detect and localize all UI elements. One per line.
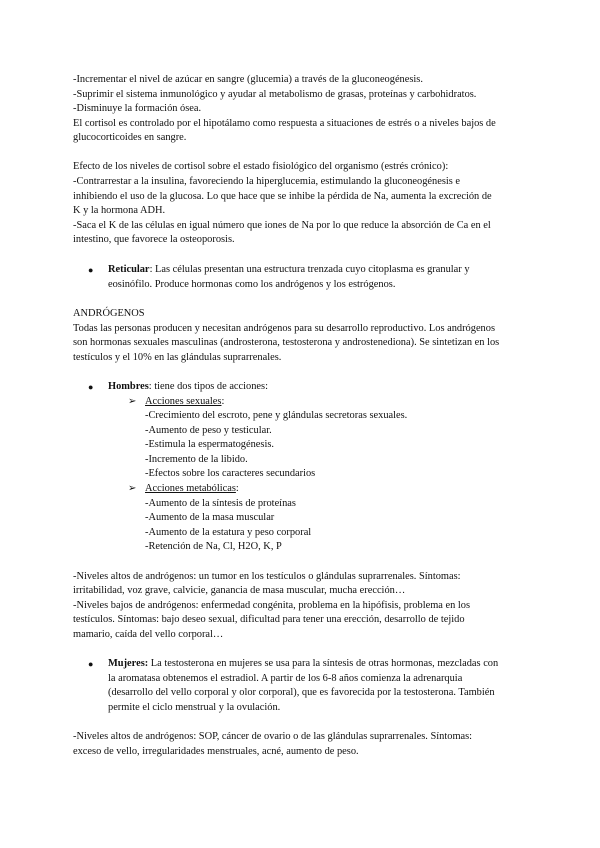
women-line: permite el ciclo menstrual y la ovulación.	[108, 702, 281, 713]
reticular-line: eosinófilo. Produce hormonas como los andrógenos y los estrógenos.	[108, 279, 396, 290]
women-line	[108, 657, 498, 671]
sexual-action-item: -Efectos sobre los caracteres secundarios	[145, 468, 316, 479]
metabolic-actions-title: Acciones metabólicas	[145, 483, 236, 494]
chronic-stress-line: -Saca el K de las células en igual número que iones de Na por lo que reduce la absorción de Ca en el	[73, 220, 491, 231]
androgens-intro-line: Todas las personas producen y necesitan andrógenos para su desarrollo reproductivo. Los andrógenos	[73, 323, 495, 334]
cortisol-effect-line: -Suprimir el sistema inmunológico y ayudar al metabolismo de grasas, proteínas y carbohidratos.	[73, 89, 477, 100]
chronic-stress-heading: Efecto de los niveles de cortisol sobre el estado fisiológico del organismo (estrés crónico):	[73, 161, 449, 172]
women-levels-line: exceso de vello, irregularidades menstruales, acné, aumento de peso.	[73, 746, 359, 757]
cortisol-effect-line: -Incrementar el nivel de azúcar en sangre (glucemia) a través de la gluconeogénesis.	[73, 74, 423, 85]
androgens-intro-line: son hormonas sexuales masculinas (androsterona, testosterona y androstenediona). Se sintetizan en los	[73, 337, 500, 348]
androgen-levels-line: mamario, caída del vello corporal…	[73, 629, 224, 640]
arrow-bullet-icon: ➢	[128, 483, 137, 494]
chronic-stress-line: inhibiendo el uso de la glucosa. Lo que hace que se inhibe la pérdida de Na, aumenta la excreción de	[73, 191, 492, 202]
chronic-stress-line: K y la hormona ADH.	[73, 205, 166, 216]
men-line	[108, 380, 268, 394]
section-heading-androgens: ANDRÓGENOS	[73, 308, 145, 319]
metabolic-actions-heading	[145, 482, 239, 496]
men-text: : tiene dos tipos de acciones:	[148, 381, 268, 392]
androgens-intro-line: testículos y el 10% en las glándulas suprarrenales.	[73, 352, 282, 363]
metabolic-action-item: -Aumento de la masa muscular	[145, 512, 275, 523]
sexual-actions-heading	[145, 395, 224, 409]
metabolic-action-item: -Aumento de la síntesis de proteínas	[145, 498, 296, 509]
cortisol-control-line: El cortisol es controlado por el hipotálamo como respuesta a situaciones de estrés o a niveles bajos de	[73, 118, 496, 129]
androgen-levels-line: testículos. Síntomas: bajo deseo sexual, dificultad para tener una erección, desarrollo de tejido	[73, 614, 465, 625]
bullet-icon: ●	[88, 659, 94, 669]
arrow-bullet-icon: ➢	[128, 396, 137, 407]
women-label: Mujeres:	[108, 658, 149, 669]
bullet-icon: ●	[88, 382, 94, 392]
sexual-action-item: -Incremento de la libido.	[145, 454, 248, 465]
sexual-action-item: -Aumento de peso y testicular.	[145, 425, 272, 436]
cortisol-effect-line: -Disminuye la formación ósea.	[73, 103, 202, 114]
sexual-actions-title: Acciones sexuales	[145, 396, 222, 407]
cortisol-control-line: glucocorticoides en sangre.	[73, 132, 187, 143]
chronic-stress-line: -Contrarrestar a la insulina, favoreciendo la hiperglucemia, estimulando la gluconeogénesis e	[73, 176, 461, 187]
men-label: Hombres	[108, 381, 149, 392]
metabolic-action-item: -Retención de Na, Cl, H2O, K, P	[145, 541, 282, 552]
metabolic-action-item: -Aumento de la estatura y peso corporal	[145, 527, 312, 538]
metabolic-actions-colon: :	[235, 483, 239, 494]
women-text: La testosterona en mujeres se usa para la síntesis de otras hormonas, mezcladas con	[148, 658, 499, 669]
reticular-text: : Las células presentan una estructura trenzada cuyo citoplasma es granular y	[149, 264, 470, 275]
sexual-action-item: -Estimula la espermatogénesis.	[145, 439, 274, 450]
androgen-levels-line: -Niveles altos de andrógenos: un tumor en los testículos o glándulas suprarrenales. Síntomas:	[73, 571, 461, 582]
bullet-icon: ●	[88, 265, 94, 275]
women-line: (desarrollo del vello corporal y olor corporal), que es favorecida por la testosterona. También	[108, 687, 495, 698]
sexual-actions-colon: :	[221, 396, 225, 407]
women-levels-line: -Niveles altos de andrógenos: SOP, cáncer de ovario o de las glándulas suprarrenales. Síntomas:	[73, 731, 473, 742]
women-line: la aromatasa obtenemos el estradiol. A partir de los 6-8 años comienza la adrenarquia	[108, 673, 463, 684]
androgen-levels-line: -Niveles bajos de andrógenos: enfermedad congénita, problema en la hipófisis, problema en los	[73, 600, 471, 611]
chronic-stress-line: intestino, que favorece la osteoporosis.	[73, 234, 235, 245]
androgen-levels-line: irritabilidad, voz grave, calvicie, ganancia de masa muscular, mucha erección…	[73, 585, 406, 596]
reticular-label: Reticular	[108, 264, 150, 275]
sexual-action-item: -Crecimiento del escroto, pene y glándulas secretoras sexuales.	[145, 410, 408, 421]
reticular-line	[108, 263, 470, 277]
